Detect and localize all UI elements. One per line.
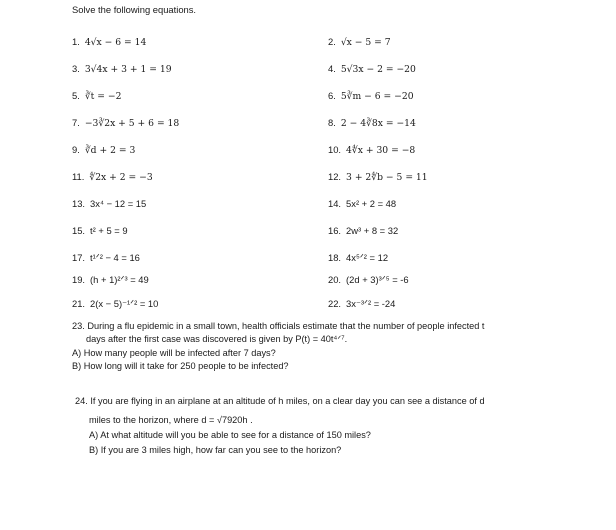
problem-2 [328, 36, 391, 48]
problem-4 [328, 63, 416, 75]
problem-23-part-a: A) How many people will be infected after 7 days? [72, 348, 276, 358]
problem-number: 16. [328, 225, 342, 236]
problem-17 [72, 252, 140, 264]
problem-number: 20. [328, 274, 342, 285]
problem-equation: 5x² + 2 = 48 [346, 198, 397, 209]
problem-number: 18. [328, 252, 342, 263]
problem-equation: 4x⁵ᐟ² = 12 [346, 252, 389, 263]
problem-13 [72, 198, 146, 209]
problem-23-part-b: B) How long will it take for 250 people to be infected? [72, 361, 289, 371]
problem-equation: ∛d + 2 = 3 [84, 145, 136, 156]
problem-equation: 4∜x + 30 = −8 [346, 145, 416, 156]
problem-equation: 4√x − 6 = 14 [84, 37, 147, 48]
problem-number: 13. [72, 198, 86, 209]
problem-equation: ∛t = −2 [84, 91, 122, 102]
problem-number: 7. [72, 117, 80, 128]
problem-14 [328, 198, 396, 209]
problem-equation: t¹ᐟ² − 4 = 16 [90, 252, 140, 263]
instructions-heading: Solve the following equations. [72, 4, 197, 15]
problem-equation: t² + 5 = 9 [90, 225, 128, 236]
problem-23-line-2: days after the first case was discovered is given by P(t) = 40t⁴ᐟ⁷. [86, 334, 348, 344]
problem-24-part-b: B) If you are 3 miles high, how far can you see to the horizon? [89, 445, 342, 455]
problem-number: 6. [328, 90, 336, 101]
problem-equation: 5∛m − 6 = −20 [340, 91, 414, 102]
problem-number: 8. [328, 117, 336, 128]
problem-equation: 2(x − 5)⁻¹ᐟ² = 10 [90, 298, 159, 309]
problem-16 [328, 225, 398, 236]
problem-equation: 3 + 2∜b − 5 = 11 [346, 172, 428, 183]
problem-equation: 5√3x − 2 = −20 [340, 64, 416, 75]
problem-8 [328, 117, 416, 129]
problem-22 [328, 298, 395, 310]
problem-12 [328, 171, 428, 183]
problem-7 [72, 117, 179, 129]
problem-19 [72, 274, 149, 286]
problem-number: 14. [328, 198, 342, 209]
problem-equation: (2d + 3)³ᐟ⁵ = -6 [346, 274, 409, 285]
problem-equation: −3∛2x + 5 + 6 = 18 [84, 118, 180, 129]
problem-1 [72, 36, 146, 48]
problem-number: 2. [328, 36, 336, 47]
problem-23 [72, 320, 602, 346]
problem-equation: 3x⁻³ᐟ² = -24 [346, 298, 396, 309]
problem-number: 10. [328, 144, 342, 155]
problem-equation: 2w³ + 8 = 32 [346, 225, 399, 236]
problem-24-part-a: A) At what altitude will you be able to see for a distance of 150 miles? [89, 430, 371, 440]
problem-20 [328, 274, 409, 286]
problem-equation: 3x⁴ − 12 = 15 [90, 198, 147, 209]
problem-11 [72, 171, 153, 183]
problem-number: 11. [72, 171, 85, 182]
problem-24-line-2: miles to the horizon, where d = √7920h . [89, 415, 253, 425]
problem-number: 3. [72, 63, 80, 74]
problem-number: 19. [72, 274, 86, 285]
problem-6 [328, 90, 414, 102]
problem-23-line-1: 23. During a flu epidemic in a small town, health officials estimate that the number of people infected t [72, 321, 485, 331]
problem-24-line-1: 24. If you are flying in an airplane at an altitude of h miles, on a clear day you can see a distance of d [75, 396, 485, 406]
problem-21 [72, 298, 158, 310]
problem-9 [72, 144, 135, 156]
problem-5 [72, 90, 121, 102]
problem-number: 9. [72, 144, 80, 155]
problem-3 [72, 63, 172, 75]
problem-18 [328, 252, 388, 264]
problem-number: 22. [328, 298, 342, 309]
problem-equation: (h + 1)²ᐟ³ = 49 [90, 274, 149, 285]
problem-number: 21. [72, 298, 86, 309]
problem-number: 1. [72, 36, 80, 47]
problem-number: 17. [72, 252, 86, 263]
problem-10 [328, 144, 415, 156]
problem-equation: √x − 5 = 7 [340, 37, 391, 48]
problem-equation: 3√4x + 3 + 1 = 19 [84, 64, 172, 75]
problem-equation: 2 − 4∛8x = −14 [340, 118, 416, 129]
problem-number: 12. [328, 171, 342, 182]
problem-number: 4. [328, 63, 336, 74]
problem-24 [75, 392, 605, 430]
problem-number: 5. [72, 90, 80, 101]
problem-equation: ∜2x + 2 = −3 [89, 172, 153, 183]
problem-15 [72, 225, 128, 236]
problem-number: 15. [72, 225, 86, 236]
